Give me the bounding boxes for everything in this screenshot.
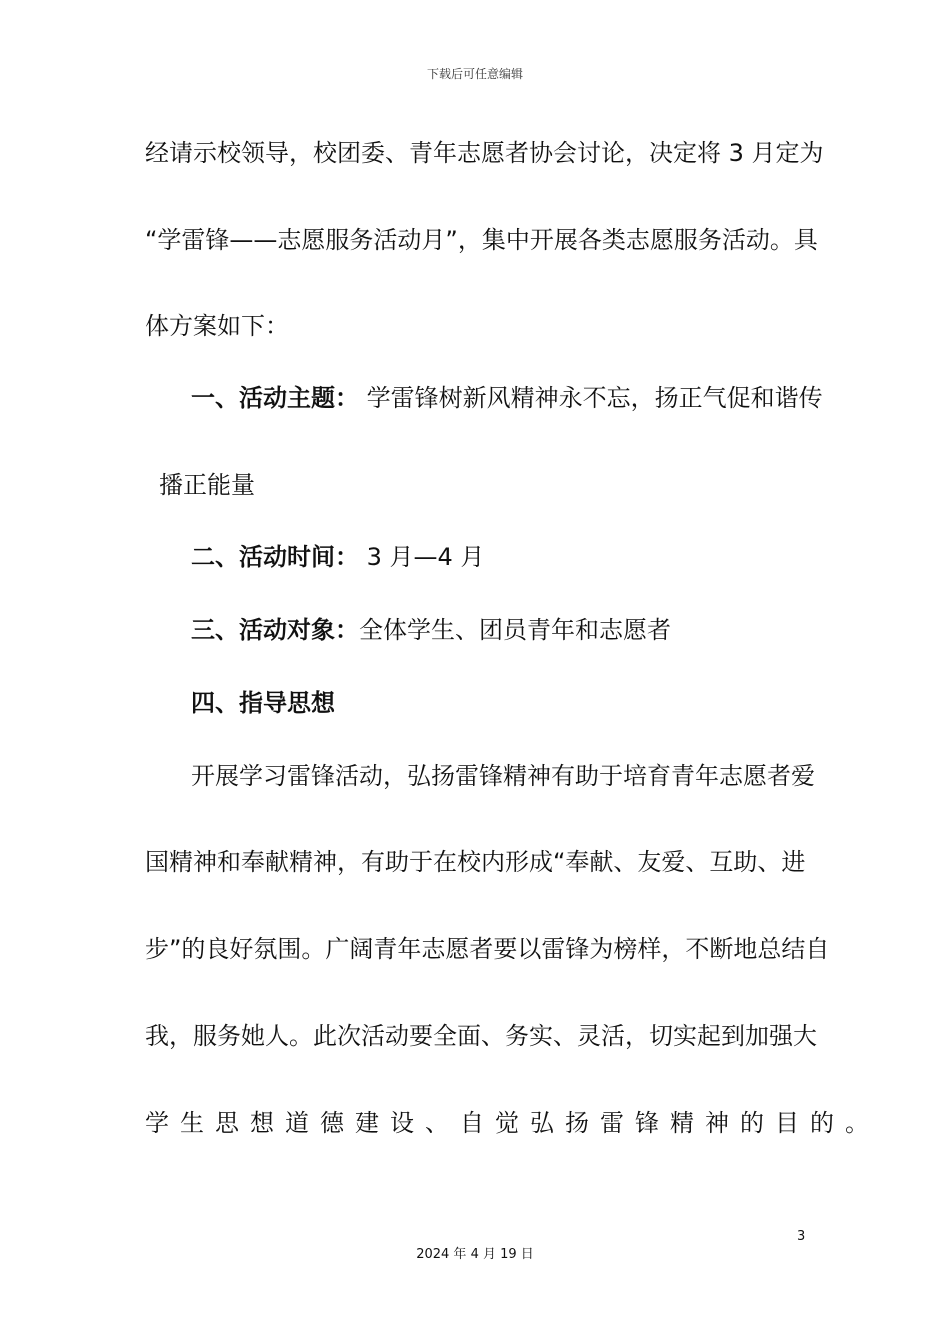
section-4-heading: 四、指导思想 — [191, 689, 335, 717]
section-3 — [191, 614, 671, 646]
intro-line-1: 经请示校领导，校团委、青年志愿者协会讨论，决定将 3 月定为 — [145, 139, 824, 167]
section-4-para-line-3: 步”的良好氛围。广阔青年志愿者要以雷锋为榜样，不断地总结自 — [145, 935, 830, 963]
page-number: 3 — [797, 1229, 806, 1244]
page-header: 下载后可任意编辑 — [426, 67, 523, 81]
section-1-content: 学雷锋树新风精神永不忘，扬正气促和谐传 — [359, 384, 823, 412]
section-2-heading: 二、活动时间： — [191, 543, 359, 571]
section-1-content-line-2: 播正能量 — [159, 471, 255, 499]
section-1 — [191, 382, 823, 414]
section-2-content: 3 月—4 月 — [359, 543, 485, 571]
intro-line-3: 体方案如下： — [145, 312, 289, 340]
section-3-heading: 三、活动对象： — [191, 616, 359, 644]
footer-date: 2024 年 4 月 19 日 — [416, 1247, 534, 1262]
section-4-para-line-5: 学生思想道德建设、自觉弘扬雷锋精神的目的。 — [145, 1109, 880, 1137]
intro-line-2: “学雷锋——志愿服务活动月”，集中开展各类志愿服务活动。具 — [145, 226, 818, 254]
section-2 — [191, 541, 484, 573]
section-3-content: 全体学生、团员青年和志愿者 — [359, 616, 671, 644]
section-4-para-line-2: 国精神和奉献精神，有助于在校内形成“奉献、友爱、互助、进 — [145, 848, 806, 876]
section-1-heading: 一、活动主题： — [191, 384, 359, 412]
section-4-para-line-4: 我，服务她人。此次活动要全面、务实、灵活，切实起到加强大 — [145, 1022, 817, 1050]
section-4-para-line-1: 开展学习雷锋活动，弘扬雷锋精神有助于培育青年志愿者爱 — [191, 762, 815, 790]
